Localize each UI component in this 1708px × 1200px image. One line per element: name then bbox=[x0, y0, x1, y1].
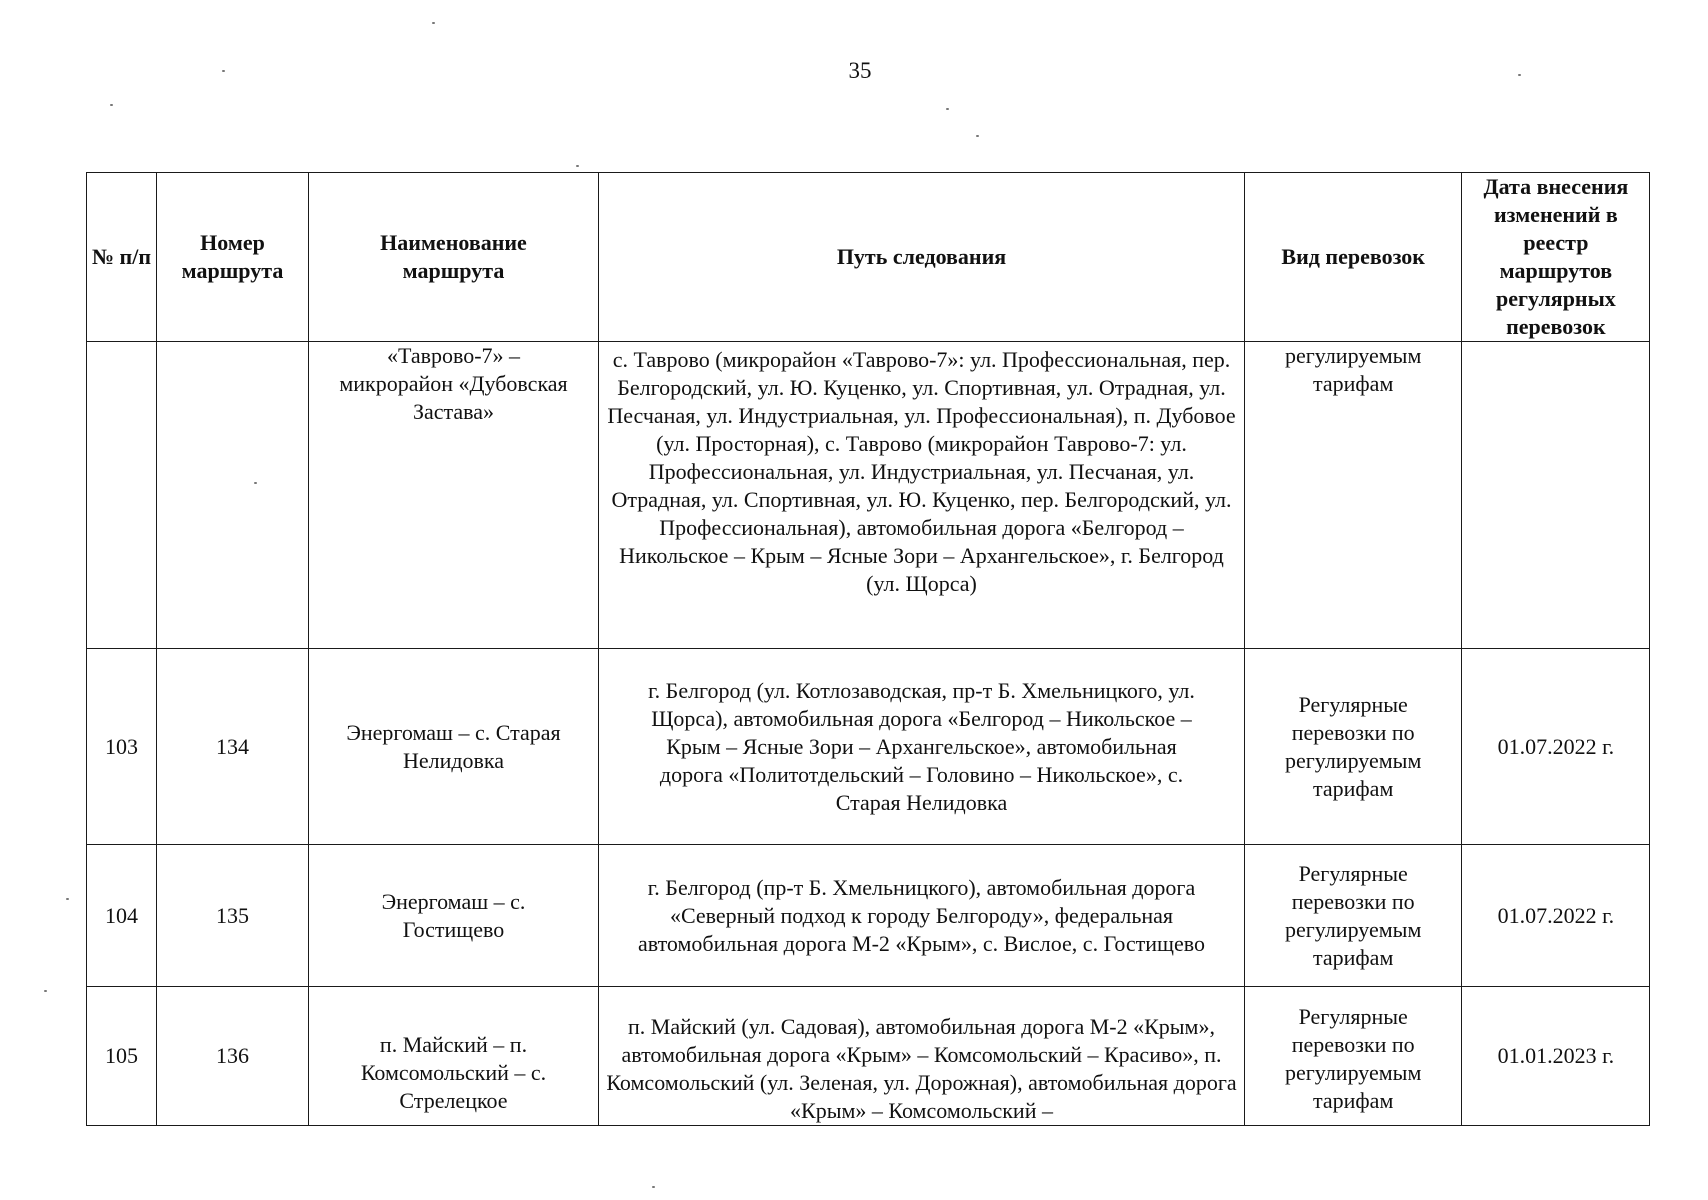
row-route-name: п. Майский – п. Комсомольский – с. Стрелецкое bbox=[309, 987, 599, 1126]
row-num: 105 bbox=[87, 987, 157, 1126]
scan-speck bbox=[66, 898, 69, 900]
row-route-name: «Таврово-7» – микрорайон «Дубовская Застава» bbox=[309, 342, 599, 649]
row-route-path: г. Белгород (пр-т Б. Хмельницкого), автомобильная дорога «Северный подход к городу Белгороду», федеральная автомобильная дорога М-2 «Крым», с. Вислое, с. Гостищево bbox=[599, 845, 1245, 987]
row-route-name: Энергомаш – с. Старая Нелидовка bbox=[309, 649, 599, 845]
scan-speck bbox=[576, 165, 579, 167]
table-row bbox=[87, 987, 1650, 1126]
row-transport-type: Регулярные перевозки по регулируемым тарифам bbox=[1245, 649, 1462, 845]
header-route-name: Наименование маршрута bbox=[309, 173, 599, 342]
scan-speck bbox=[432, 22, 435, 24]
row-registry-date: 01.07.2022 г. bbox=[1462, 649, 1650, 845]
table-row bbox=[87, 845, 1650, 987]
row-registry-date: 01.07.2022 г. bbox=[1462, 845, 1650, 987]
row-route-number: 134 bbox=[157, 649, 309, 845]
row-route-path: п. Майский (ул. Садовая), автомобильная дорога М-2 «Крым», автомобильная дорога «Крым» – Комсомольский – Красиво», п. Комсомольский (ул. Зеленая, ул. Дорожная), автомобильная дорога «Крым» – Комсомольский – bbox=[599, 987, 1245, 1126]
row-registry-date bbox=[1462, 342, 1650, 649]
routes-registry-table bbox=[86, 172, 1650, 1126]
row-transport-type: Регулярные перевозки по регулируемым тарифам bbox=[1245, 845, 1462, 987]
row-route-number: 135 bbox=[157, 845, 309, 987]
scan-speck bbox=[946, 108, 949, 110]
row-num: 103 bbox=[87, 649, 157, 845]
row-num bbox=[87, 342, 157, 649]
page-number: 35 bbox=[848, 58, 872, 83]
scan-speck bbox=[976, 135, 979, 137]
header-route-path: Путь следования bbox=[599, 173, 1245, 342]
row-route-number: 136 bbox=[157, 987, 309, 1126]
table-row bbox=[87, 649, 1650, 845]
header-route-number: Номер маршрута bbox=[157, 173, 309, 342]
row-transport-type: Регулярные перевозки по регулируемым тарифам bbox=[1245, 987, 1462, 1126]
row-num: 104 bbox=[87, 845, 157, 987]
row-route-path: г. Белгород (ул. Котлозаводская, пр-т Б. Хмельницкого, ул. Щорса), автомобильная дорога «Белгород – Никольское – Крым – Ясные Зори – Архангельское», автомобильная дорога «Политотдельский – Головино – Никольское», с. Старая Нелидовка bbox=[599, 649, 1245, 845]
scan-speck bbox=[1518, 74, 1521, 76]
row-route-path: с. Таврово (микрорайон «Таврово-7»: ул. Профессиональная, пер. Белгородский, ул. Ю. Куценко, ул. Спортивная, ул. Отрадная, ул. Песчаная, ул. Индустриальная, ул. Профессиональная), п. Дубовое (ул. Просторная), с. Таврово (микрорайон Таврово-7: ул. Профессиональная, ул. Индустриальная, ул. Песчаная, ул. Отрадная, ул. Спортивная, ул. Ю. Куценко, пер. Белгородский, ул. Профессиональная), автомобильная дорога «Белгород – Никольское – Крым – Ясные Зори – Архангельское», г. Белгород (ул. Щорса) bbox=[599, 342, 1245, 649]
scan-speck bbox=[222, 70, 225, 72]
header-transport-type: Вид перевозок bbox=[1245, 173, 1462, 342]
row-transport-type: регулируемым тарифам bbox=[1245, 342, 1462, 649]
row-registry-date: 01.01.2023 г. bbox=[1462, 987, 1650, 1126]
row-route-name: Энергомаш – с. Гостищево bbox=[309, 845, 599, 987]
row-route-number bbox=[157, 342, 309, 649]
scan-speck bbox=[652, 1186, 655, 1188]
scan-speck bbox=[110, 104, 113, 106]
scan-speck bbox=[44, 990, 47, 992]
scan-speck bbox=[254, 482, 257, 484]
header-num: № п/п bbox=[87, 173, 157, 342]
table-row bbox=[87, 342, 1650, 649]
table-header-row bbox=[87, 173, 1650, 342]
header-registry-date: Дата внесения изменений в реестр маршрутов регулярных перевозок bbox=[1462, 173, 1650, 342]
